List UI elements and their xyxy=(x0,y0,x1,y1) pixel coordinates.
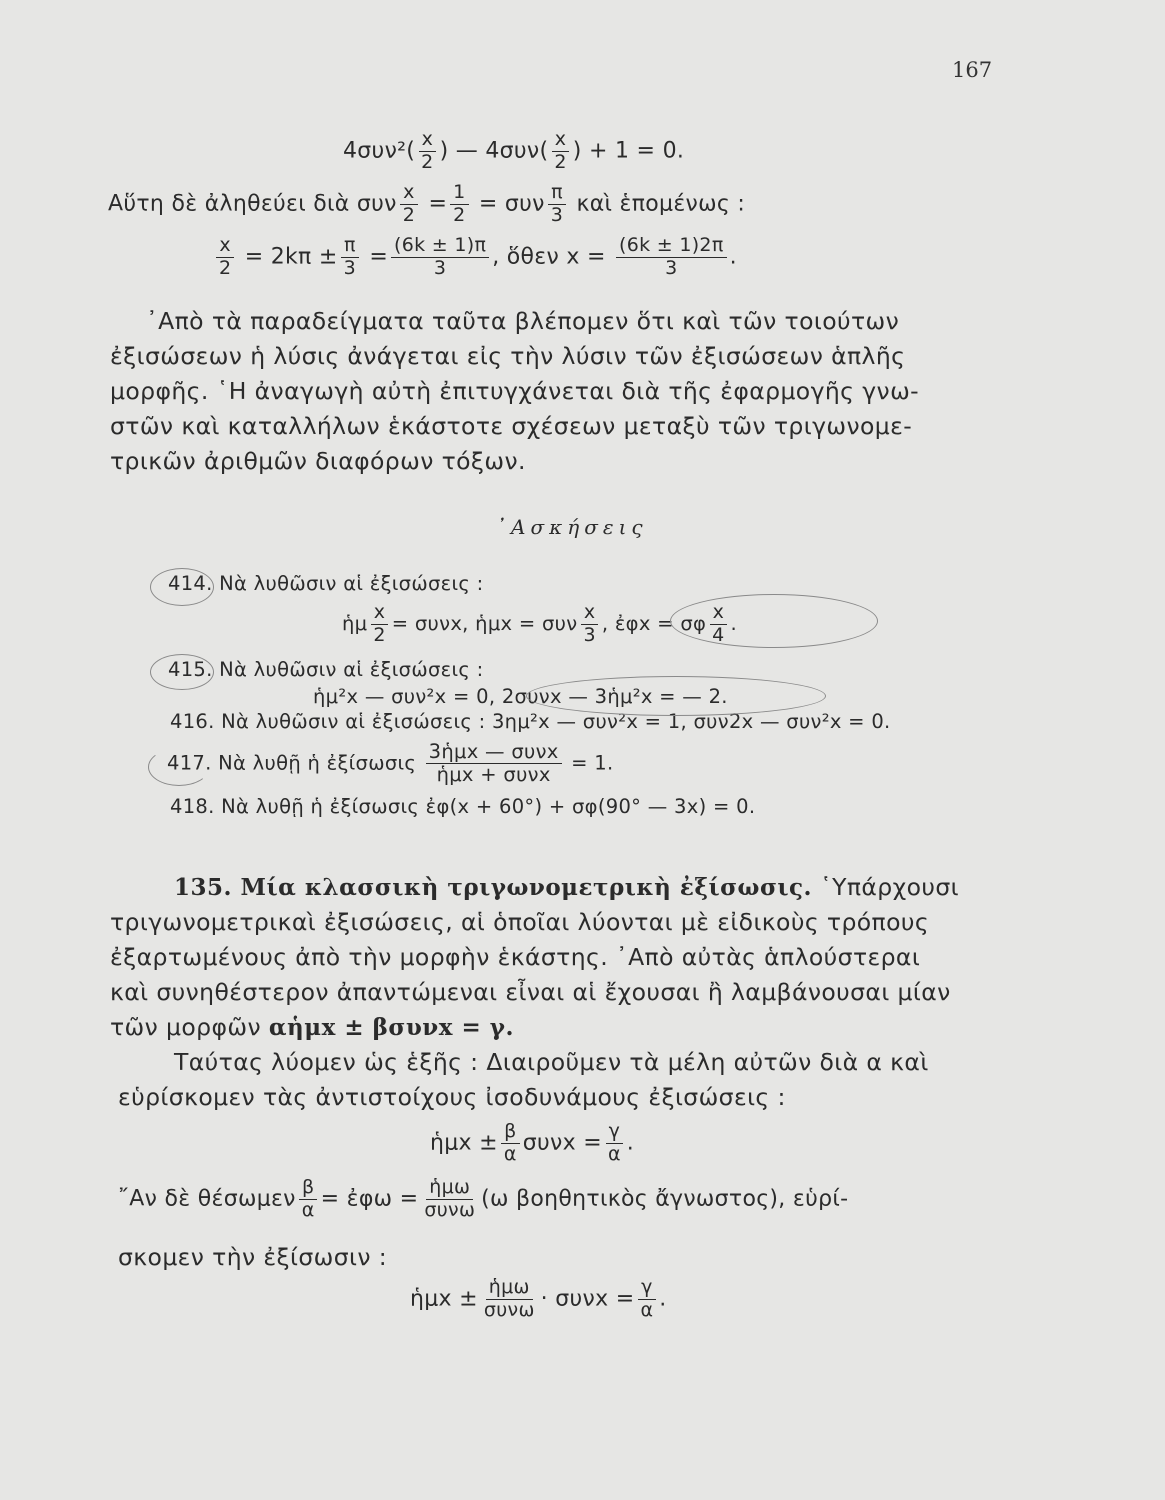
equation-a: ἡμx ± $\frac{\beta}{\alpha}$ συνx = $\frac{\gamma}{\alpha}$ . xyxy=(430,1120,635,1165)
pencil-circle-415 xyxy=(150,654,214,690)
paragraph-line: ἐξισώσεων ἡ λύσις ἀνάγεται εἰς τὴν λύσιν τῶν ἐξισώσεων ἁπλῆς xyxy=(110,342,906,370)
exercise-418: 418. Νὰ λυθῇ ἡ ἐξίσωσις ἐφ(x + 60°) + σφ(90° — 3x) = 0. xyxy=(170,795,756,818)
paragraph-2 xyxy=(118,1045,929,1115)
pencil-circle-415-eq xyxy=(526,676,826,716)
exercise-416: 416. Νὰ λυθῶσιν αἱ ἐξισώσεις : 3ημ²x — συν²x = 1, συν2x — συν²x = 0. xyxy=(170,710,891,733)
paragraph-line: Ταύτας λύομεν ὡς ἑξῆς : Διαιροῦμεν τὰ μέλη αὐτῶν διὰ α καὶ xyxy=(174,1048,929,1076)
formula-bold: αἡμx ± βσυνx = γ. xyxy=(268,1014,514,1041)
equation-line-3: $\frac{x}{2}$ = 2kπ ± $\frac{\pi}{3}$ = $\frac{(6k \pm 1)\pi}{3}$ , ὅθεν x = $\frac{(6k \pm 1)2\pi}{3}$ . xyxy=(213,236,737,279)
exercise-number: 417. xyxy=(167,751,212,775)
equation-line-2: Αὕτη δὲ ἀληθεύει διὰ συν $\frac{x}{2}$ = $\frac{1}{2}$ = συν $\frac{\pi}{3}$ καὶ ἑπομένως : xyxy=(108,181,746,226)
section-135 xyxy=(110,870,959,1045)
equation-b: ἡμx ± $\frac{\text{ἡμω}}{\text{συνω}}$ · συνx = $\frac{\gamma}{\alpha}$ . xyxy=(410,1276,667,1321)
paragraph-line: εὑρίσκομεν τὰς ἀντιστοίχους ἰσοδυνάμους ἐξισώσεις : xyxy=(118,1083,786,1111)
section-135-first-line: 135. Μία κλασσικὴ τριγωνομετρικὴ ἐξίσωσις. ῾Υπάρχουσι xyxy=(174,873,959,901)
equation-top: 4συν²( $\frac{x}{2}$ ) — 4συν( $\frac{x}{2}$ ) + 1 = 0. xyxy=(343,128,685,173)
page-number: 167 xyxy=(952,58,993,82)
paragraph-line: μορφῆς. ῾Η ἀναγωγὴ αὐτὴ ἐπιτυγχάνεται διὰ τῆς ἐφαρμογῆς γνω- xyxy=(110,377,920,405)
exercise-number: 415. xyxy=(168,658,213,681)
exercise-415: 415. Νὰ λυθῶσιν αἱ ἐξισώσεις : xyxy=(168,658,484,681)
exercise-414-equations: ἡμ $\frac{x}{2}$ = συνx, ἡμx = συν $\frac{x}{3}$ , ἐφx = σφ $\frac{x}{4}$ . xyxy=(342,601,738,646)
equation-line-b: ῎Αν δὲ θέσωμεν $\frac{\beta}{\alpha}$ = ἐφω = $\frac{\text{ἡμω}}{\text{συνω}}$ (ω βοηθητικὸς ἄγνωστος), εὑρί- xyxy=(118,1176,849,1221)
paragraph-line: καὶ συνηθέστερον ἀπαντώμεναι εἶναι αἱ ἔχουσαι ἢ λαμβάνουσαι μίαν xyxy=(110,978,951,1006)
paragraph-line: ᾿Απὸ τὰ παραδείγματα ταῦτα βλέπομεν ὅτι καὶ τῶν τοιούτων xyxy=(146,307,900,335)
pencil-circle-414 xyxy=(150,568,214,606)
section-135-last-line: τῶν μορφῶν αἡμx ± βσυνx = γ. xyxy=(110,1013,514,1041)
pencil-circle-417 xyxy=(148,748,210,786)
exercise-number: 414. xyxy=(168,572,213,595)
paragraph-line: τριγωνομετρικαὶ ἐξισώσεις, αἱ ὁποῖαι λύονται μὲ εἰδικοὺς τρόπους xyxy=(110,908,930,936)
exercise-number: 418. xyxy=(170,795,215,818)
exercise-417: 417. Νὰ λυθῇ ἡ ἐξίσωσις $\frac{\text{3ἡμx — συνx}}{\text{ἡμx + συνx}}$ = 1. xyxy=(167,740,614,787)
exercise-number: 416. xyxy=(170,710,215,733)
pencil-circle-414-eq xyxy=(670,594,878,648)
paragraph-1 xyxy=(110,304,919,479)
paragraph-line: στῶν καὶ καταλλήλων ἑκάστοτε σχέσεων μεταξὺ τῶν τριγωνομε- xyxy=(110,412,913,440)
exercise-415-equations: ἡμ²x — συν²x = 0, 2συνx — 3ἡμ²x = — 2. xyxy=(313,685,728,708)
section-title: 135. Μία κλασσικὴ τριγωνομετρικὴ ἐξίσωσις. xyxy=(174,874,813,901)
line-c: σκομεν τὴν ἐξίσωσιν : xyxy=(118,1243,388,1271)
paragraph-line: τρικῶν ἀριθμῶν διαφόρων τόξων. xyxy=(110,447,526,475)
exercise-414: 414. Νὰ λυθῶσιν αἱ ἐξισώσεις : xyxy=(168,572,484,595)
paragraph-line: ἐξαρτωμένους ἀπὸ τὴν μορφὴν ἑκάστης. ᾿Απὸ αὐτὰς ἁπλούστεραι xyxy=(110,943,921,971)
exercises-heading: ᾿Ασκήσεις xyxy=(496,515,648,539)
